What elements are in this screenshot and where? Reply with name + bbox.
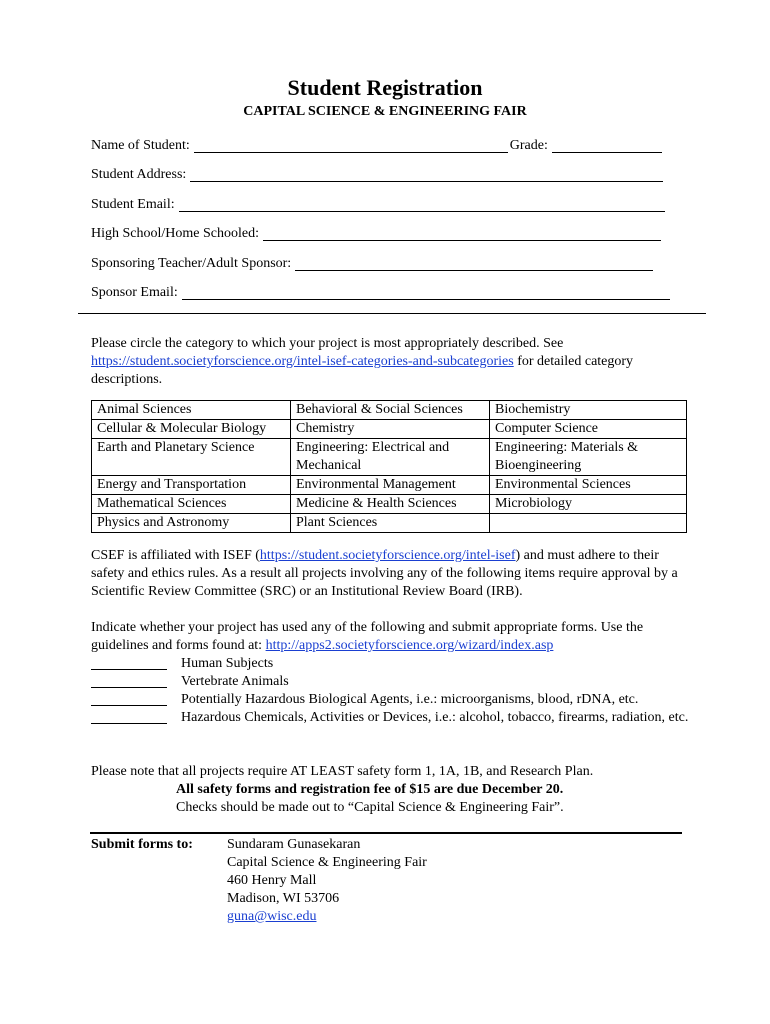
category-cell[interactable]: Biochemistry bbox=[490, 401, 687, 420]
item-biological-agents: Potentially Hazardous Biological Agents, i.e.: microorganisms, blood, rDNA, etc. bbox=[181, 692, 639, 707]
category-cell[interactable]: Cellular & Molecular Biology bbox=[92, 420, 291, 439]
item-row bbox=[91, 709, 691, 727]
item-blank-human-subjects[interactable] bbox=[91, 655, 167, 670]
isef-link[interactable]: https://student.societyforscience.org/intel-isef bbox=[259, 548, 516, 563]
categories-link[interactable]: https://student.societyforscience.org/intel-isef-categories-and-subcategories bbox=[91, 354, 514, 369]
student-address-label: Student Address: bbox=[91, 167, 187, 182]
category-cell[interactable]: Environmental Management bbox=[291, 476, 490, 495]
item-human-subjects: Human Subjects bbox=[181, 656, 274, 671]
category-cell[interactable]: Environmental Sciences bbox=[490, 476, 687, 495]
contact-email-link[interactable]: guna@wisc.edu bbox=[227, 909, 317, 924]
category-cell[interactable]: Earth and Planetary Science bbox=[92, 439, 291, 476]
affiliation-text: CSEF is affiliated with ISEF ( bbox=[91, 548, 260, 563]
checks-note: Checks should be made out to “Capital Science & Engineering Fair”. bbox=[176, 800, 564, 815]
student-name-label: Name of Student: bbox=[91, 138, 190, 153]
contact-city: Madison, WI 53706 bbox=[227, 891, 340, 906]
category-cell[interactable]: Engineering: Materials & Bioengineering bbox=[490, 439, 687, 476]
item-blank-vertebrate-animals[interactable] bbox=[91, 673, 167, 688]
category-intro-after: for detailed category descriptions. bbox=[91, 354, 634, 387]
section-divider bbox=[78, 313, 706, 314]
item-vertebrate-animals: Vertebrate Animals bbox=[181, 674, 289, 689]
submit-address bbox=[227, 836, 427, 926]
school-input[interactable] bbox=[263, 225, 661, 241]
grade-label: Grade: bbox=[509, 138, 548, 153]
category-row bbox=[92, 420, 687, 439]
submit-label: Submit forms to: bbox=[91, 837, 193, 852]
category-cell[interactable]: Chemistry bbox=[291, 420, 490, 439]
submit-divider bbox=[90, 832, 682, 834]
category-cell[interactable]: Animal Sciences bbox=[92, 401, 291, 420]
category-instructions bbox=[91, 335, 691, 389]
category-cell[interactable]: Engineering: Electrical and Mechanical bbox=[291, 439, 490, 476]
category-row bbox=[92, 514, 687, 533]
indicate-text: Indicate whether your project has used any of the following and submit appropriate forms. Use the guidelines and forms found at: bbox=[91, 620, 644, 653]
category-table bbox=[91, 400, 687, 533]
category-cell[interactable]: Behavioral & Social Sciences bbox=[291, 401, 490, 420]
item-row bbox=[91, 655, 691, 673]
sponsor-field bbox=[91, 254, 653, 274]
student-email-label: Student Email: bbox=[91, 197, 175, 212]
contact-organization: Capital Science & Engineering Fair bbox=[227, 855, 427, 870]
due-date-note: All safety forms and registration fee of $15 are due December 20. bbox=[176, 782, 564, 797]
item-blank-biological-agents[interactable] bbox=[91, 691, 167, 706]
student-email-input[interactable] bbox=[179, 196, 665, 212]
category-cell[interactable]: Energy and Transportation bbox=[92, 476, 291, 495]
sponsor-email-label: Sponsor Email: bbox=[91, 285, 178, 300]
category-row bbox=[92, 495, 687, 514]
safety-note: Please note that all projects require AT LEAST safety form 1, 1A, 1B, and Research Plan. bbox=[91, 764, 594, 779]
student-address-input[interactable] bbox=[190, 166, 663, 182]
indicate-paragraph bbox=[91, 619, 691, 655]
sponsor-email-field bbox=[91, 283, 670, 303]
affiliation-paragraph bbox=[91, 547, 691, 601]
sponsor-label: Sponsoring Teacher/Adult Sponsor: bbox=[91, 256, 292, 271]
category-intro-text: Please circle the category to which your project is most appropriately described. See bbox=[91, 336, 564, 351]
item-blank-hazardous-chemicals[interactable] bbox=[91, 709, 167, 724]
contact-street: 460 Henry Mall bbox=[227, 873, 317, 888]
category-cell[interactable]: Microbiology bbox=[490, 495, 687, 514]
student-name-input[interactable] bbox=[194, 137, 508, 153]
category-cell[interactable]: Physics and Astronomy bbox=[92, 514, 291, 533]
category-cell[interactable]: Computer Science bbox=[490, 420, 687, 439]
page-subtitle: CAPITAL SCIENCE & ENGINEERING FAIR bbox=[243, 104, 527, 119]
category-cell[interactable]: Mathematical Sciences bbox=[92, 495, 291, 514]
student-address-field bbox=[91, 165, 663, 185]
sponsor-email-input[interactable] bbox=[182, 284, 670, 300]
affiliation-after: ) and must adhere to their safety and ethics rules. As a result all projects involving any of the following items require approval by a Scientific Review Committee (SRC) or an Institutional Review Board (IRB). bbox=[91, 548, 678, 599]
category-row bbox=[92, 476, 687, 495]
category-cell[interactable]: Medicine & Health Sciences bbox=[291, 495, 490, 514]
category-row bbox=[92, 439, 687, 476]
item-row bbox=[91, 673, 691, 691]
student-name-field bbox=[91, 136, 662, 156]
category-row bbox=[92, 401, 687, 420]
item-row bbox=[91, 691, 691, 709]
page-title: Student Registration bbox=[287, 75, 483, 100]
student-email-field bbox=[91, 195, 665, 215]
sponsor-input[interactable] bbox=[295, 255, 653, 271]
school-field bbox=[91, 224, 661, 244]
school-label: High School/Home Schooled: bbox=[91, 226, 259, 241]
category-cell[interactable]: Plant Sciences bbox=[291, 514, 490, 533]
category-cell[interactable] bbox=[490, 514, 687, 533]
wizard-link[interactable]: http://apps2.societyforscience.org/wizard/index.asp bbox=[265, 638, 554, 653]
grade-input[interactable] bbox=[552, 137, 662, 153]
contact-name: Sundaram Gunasekaran bbox=[227, 837, 361, 852]
item-hazardous-chemicals: Hazardous Chemicals, Activities or Devices, i.e.: alcohol, tobacco, firearms, radiation, etc. bbox=[181, 710, 689, 725]
